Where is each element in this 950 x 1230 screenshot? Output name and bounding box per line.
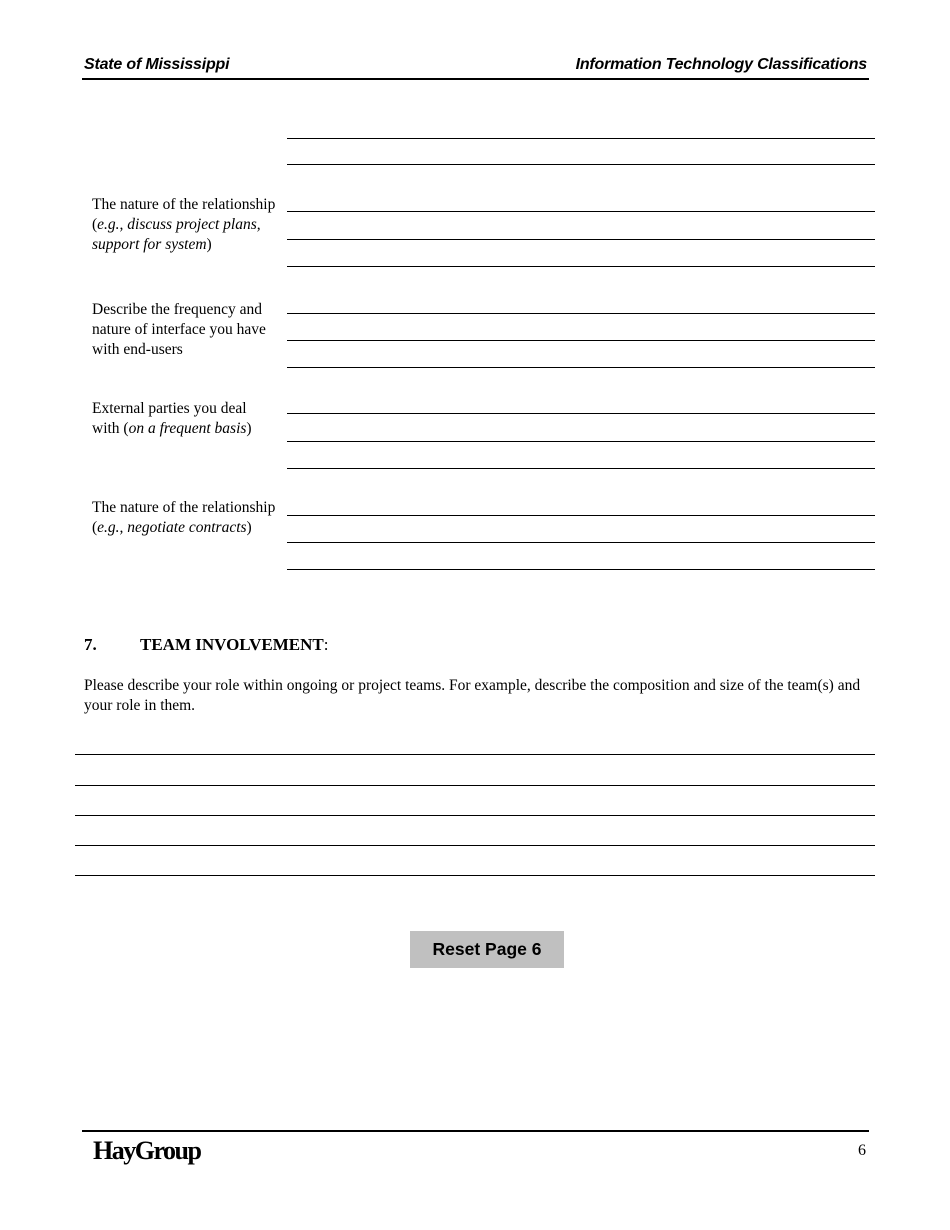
external-relationship-line-2[interactable]: [287, 542, 875, 543]
relationship-nature-line-1[interactable]: [287, 211, 875, 212]
page-number: 6: [858, 1142, 866, 1159]
external-parties-line-2[interactable]: [287, 441, 875, 442]
section-title: TEAM INVOLVEMENT:: [140, 635, 329, 654]
team-involvement-line-2[interactable]: [75, 785, 875, 786]
reset-page-button[interactable]: Reset Page 6: [410, 931, 564, 968]
external-relationship-line-3[interactable]: [287, 569, 875, 570]
team-involvement-line-1[interactable]: [75, 754, 875, 755]
end-user-interface-line-3[interactable]: [287, 367, 875, 368]
relationship-nature-line-3[interactable]: [287, 266, 875, 267]
header-doc-title: Information Technology Classifications: [575, 56, 867, 73]
continued-field-line-2[interactable]: [287, 164, 875, 165]
header-rule: [82, 78, 869, 80]
header-state: State of Mississippi: [84, 56, 230, 73]
footer-rule: [82, 1130, 869, 1132]
external-relationship-line-1[interactable]: [287, 515, 875, 516]
team-involvement-line-5[interactable]: [75, 875, 875, 876]
field-label-external-parties: External parties you deal with (on a frequent basis): [92, 400, 252, 437]
external-parties-line-1[interactable]: [287, 413, 875, 414]
field-label-external-relationship: The nature of the relationship (e.g., negotiate contracts): [92, 499, 276, 536]
end-user-interface-line-1[interactable]: [287, 313, 875, 314]
end-user-interface-line-2[interactable]: [287, 340, 875, 341]
section-number: 7.: [84, 635, 97, 654]
team-involvement-line-4[interactable]: [75, 845, 875, 846]
field-label-relationship-nature: The nature of the relationship (e.g., discuss project plans, support for system): [92, 196, 276, 253]
continued-field-line-1[interactable]: [287, 138, 875, 139]
relationship-nature-line-2[interactable]: [287, 239, 875, 240]
external-parties-line-3[interactable]: [287, 468, 875, 469]
team-involvement-line-3[interactable]: [75, 815, 875, 816]
section-instructions: Please describe your role within ongoing or project teams. For example, describe the composition and size of the team(s) and your role in them.: [84, 677, 861, 714]
field-label-end-user-interface: Describe the frequency and nature of interface you have with end-users: [92, 301, 266, 358]
haygroup-logo: HayGroup: [93, 1136, 201, 1165]
